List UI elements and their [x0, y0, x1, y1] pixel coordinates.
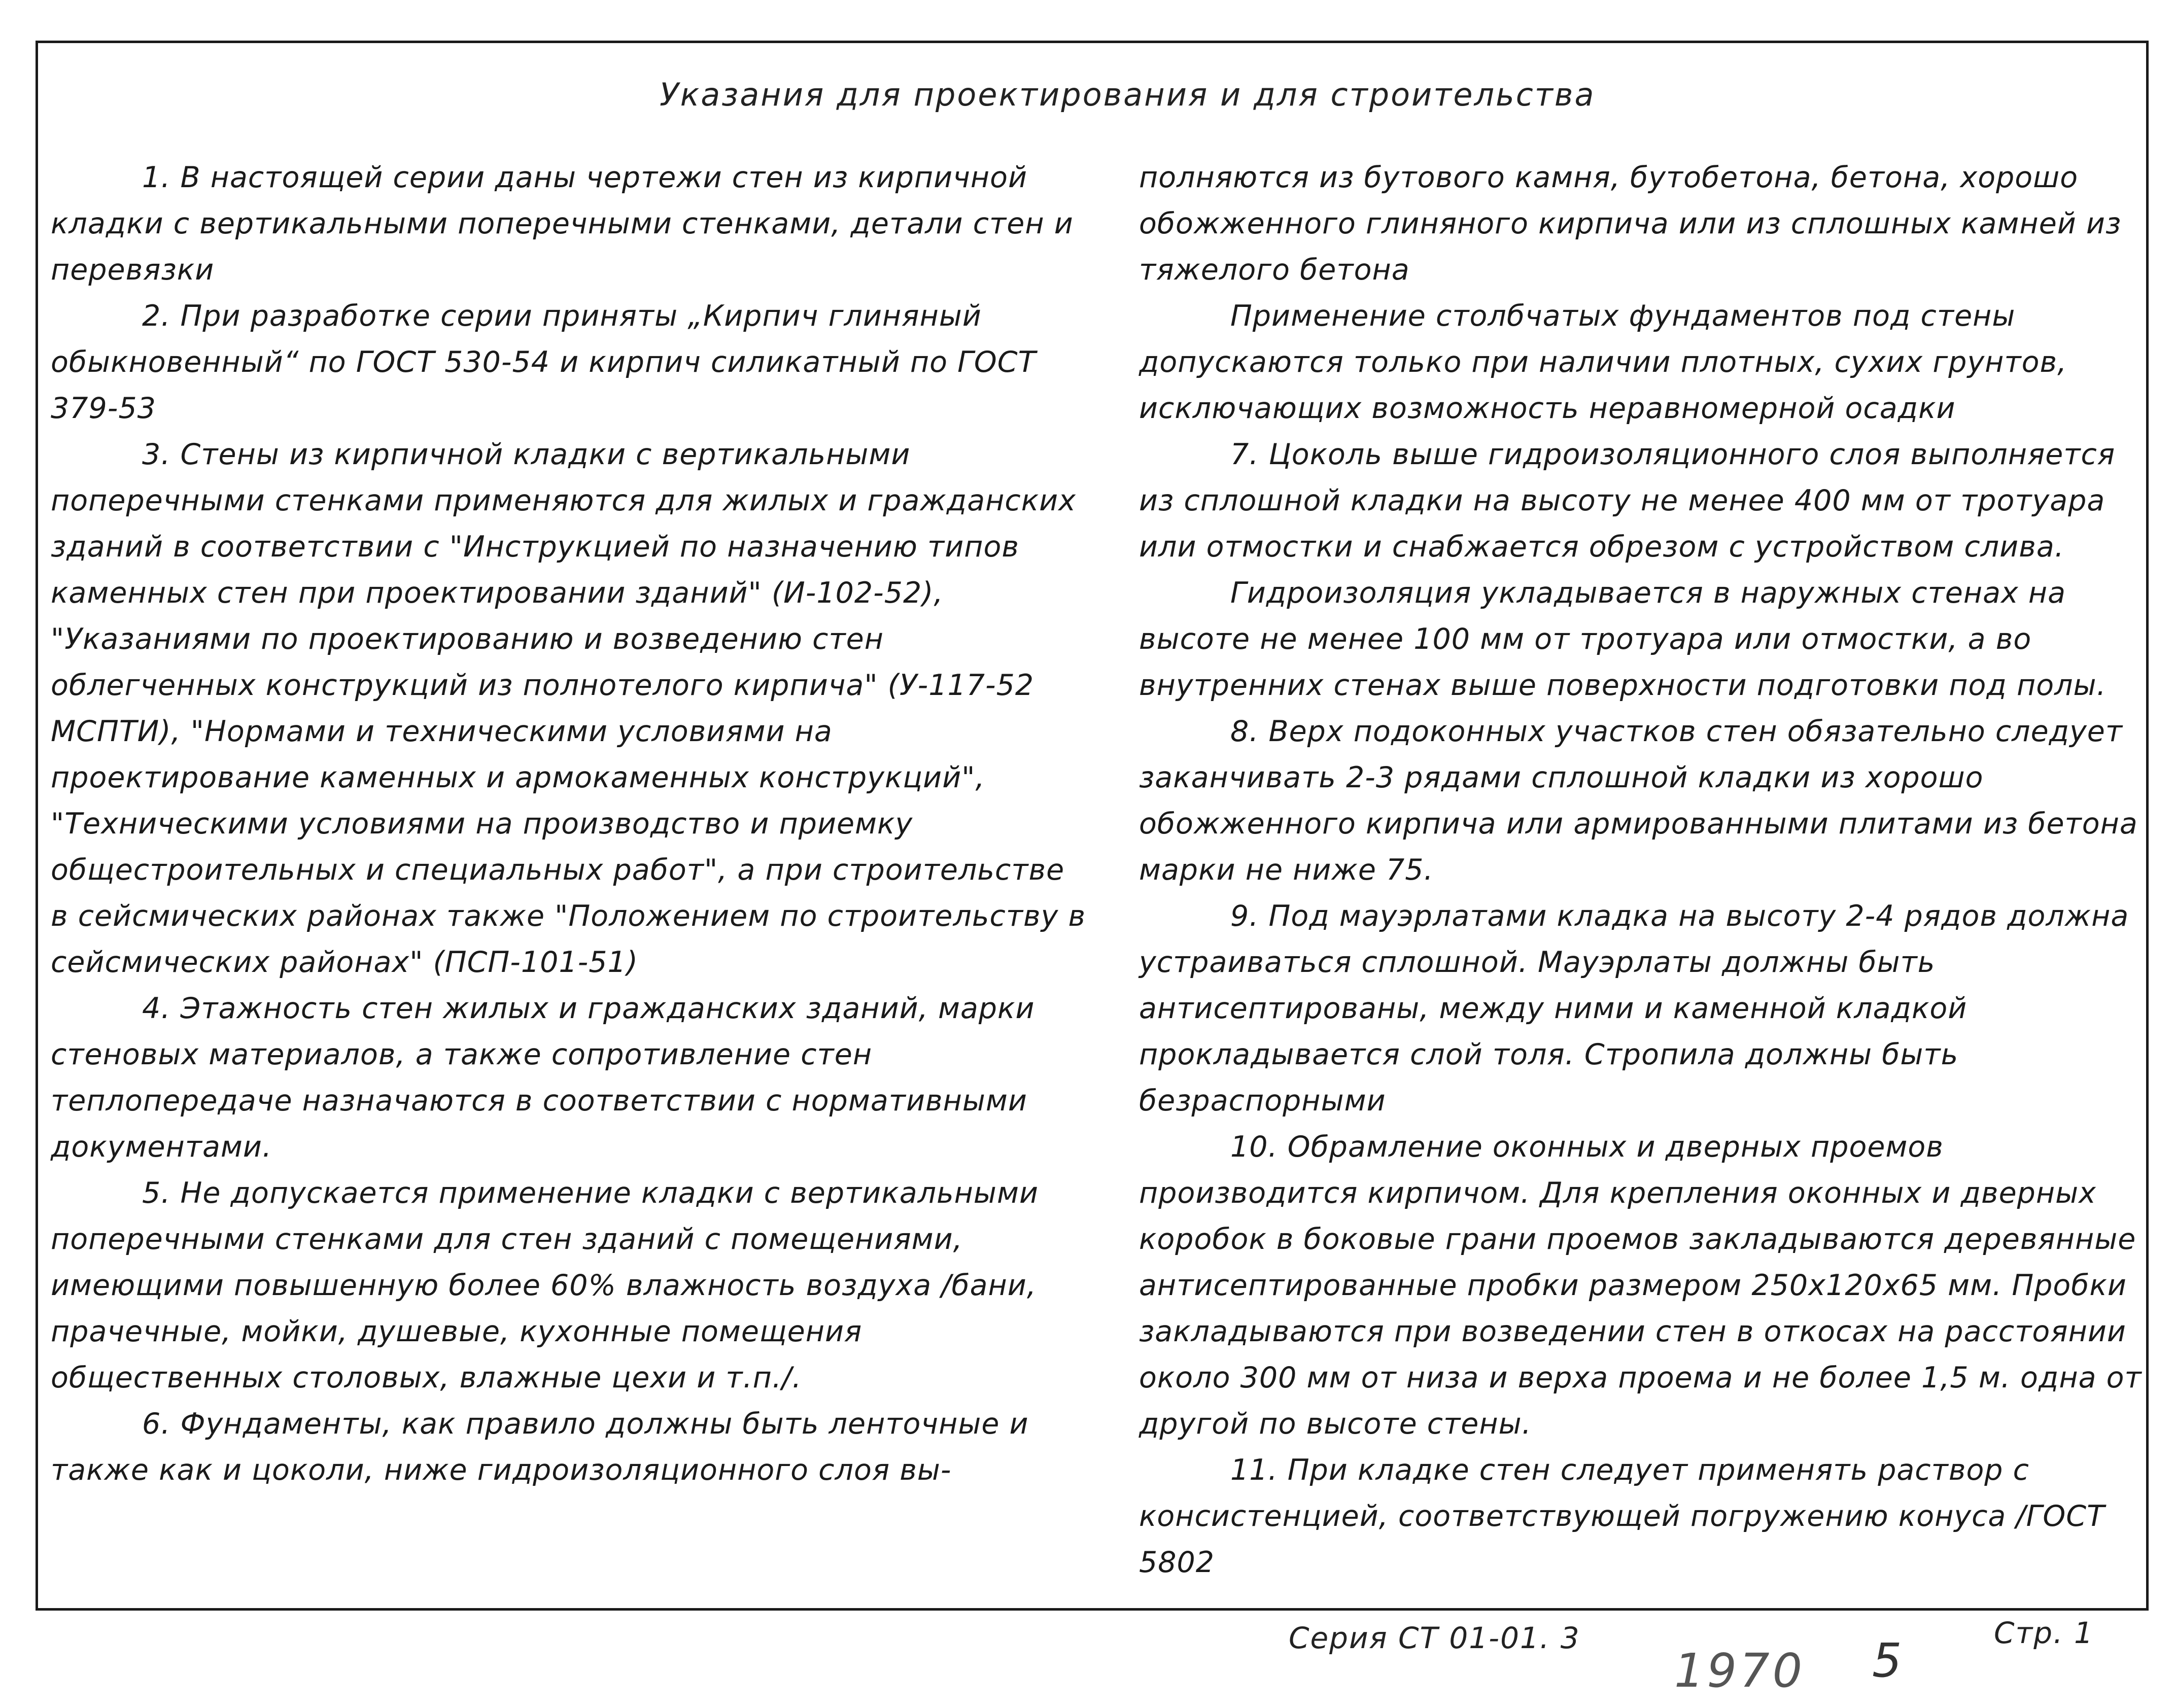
- paragraph-6: 6. Фундаменты, как правило должны быть ленточные и также как и цоколи, ниже гидроизоляционного слоя вы-: [51, 1407, 1029, 1487]
- paragraph-10: 10. Обрамление оконных и дверных проемов производится кирпичом. Для крепления оконных и дверных коробок в боковые грани проемов закладываются деревянные антисептированные пробки размером 250х120х65 мм. Пробки закладываются при возведении стен в откосах на расстоянии около 300 мм от низа и верха проема и не более 1,5 м. одна от другой по высоте стены.: [1139, 1130, 2142, 1441]
- paragraph-5: 5. Не допускается применение кладки с вертикальными поперечными стенками для стен зданий с помещениями, имеющими повышенную более 60% влажность воздуха /бани, прачечные, мойки, душевые, кухонные помещения общественных столовых, влажные цехи и т.п./.: [51, 1176, 1039, 1395]
- paragraph-6-continued: полняются из бутового камня, бутобетона, бетона, хорошо обожженного глиняного кирпича или из сплошных камней из тяжелого бетона: [1139, 161, 2122, 287]
- series-label: Серия СТ 01-01. 3: [1289, 1621, 1580, 1655]
- paragraph-9: 9. Под мауэрлатами кладка на высоту 2-4 рядов должна устраиваться сплошной. Мауэрлаты должны быть антисептированы, между ними и каменной кладкой прокладывается слой толя. Стропила должны быть безраспорными: [1139, 899, 2129, 1118]
- right-column: [1139, 155, 2149, 1586]
- paragraph-8: 8. Верх подоконных участков стен обязательно следует заканчивать 2-3 рядами сплошной кладки из хорошо обожженного кирпича или армированными плитами из бетона марки не ниже 75.: [1139, 715, 2138, 887]
- paragraph-column-foundations: Применение столбчатых фундаментов под стены допускаются только при наличии плотных, сухих грунтов, исключающих возможность неравномерной осадки: [1139, 299, 2067, 425]
- paragraph-3: 3. Стены из кирпичной кладки с вертикальными поперечными стенками применяются для жилых и гражданских зданий в соответствии с "Инструкцией по назначению типов каменных стен при проектировании зданий" (И-102-52), "Указаниями по проектированию и возведению стен облегченных конструкций из полнотелого кирпича" (У-117-52 МСПТИ), "Нормами и техническими условиями на проектирование каменных и армокаменных конструкций", "Техническими условиями на производство и приемку общестроительных и специальных работ", а при строительстве в сейсмических районах также "Положением по строительству в сейсмических районах" (ПСП-101-51): [51, 438, 1086, 979]
- paragraph-waterproofing: Гидроизоляция укладывается в наружных стенах на высоте не менее 100 мм от тротуара или отмостки, а во внутренних стенах выше поверхности подготовки под полы.: [1139, 576, 2107, 702]
- year-stamp: 1970: [1674, 1644, 1806, 1698]
- document-title: Указания для проектирования и для строительства: [660, 76, 1596, 113]
- paragraph-2: 2. При разработке серии приняты „Кирпич глиняный обыкновенный“ по ГОСТ 530-54 и кирпич силикатный по ГОСТ 379-53: [51, 299, 1037, 425]
- paragraph-7: 7. Цоколь выше гидроизоляционного слоя выполняется из сплошной кладки на высоту не менее 400 мм от тротуара или отмостки и снабжается обрезом с устройством слива.: [1139, 438, 2116, 564]
- paragraph-1: 1. В настоящей серии даны чертежи стен из кирпичной кладки с вертикальными поперечными стенками, детали стен и перевязки: [51, 161, 1074, 287]
- paragraph-11: 11. При кладке стен следует применять раствор с консистенцией, соответствующей погружению конуса /ГОСТ 5802: [1139, 1453, 2105, 1579]
- sheet-number: 5: [1872, 1633, 1902, 1688]
- paragraph-4: 4. Этажность стен жилых и гражданских зданий, марки стеновых материалов, а также сопротивление стен теплопередаче назначаются в соответствии с нормативными документами.: [51, 992, 1035, 1164]
- page-label: Стр. 1: [1994, 1616, 2094, 1650]
- left-column: [51, 155, 1091, 1493]
